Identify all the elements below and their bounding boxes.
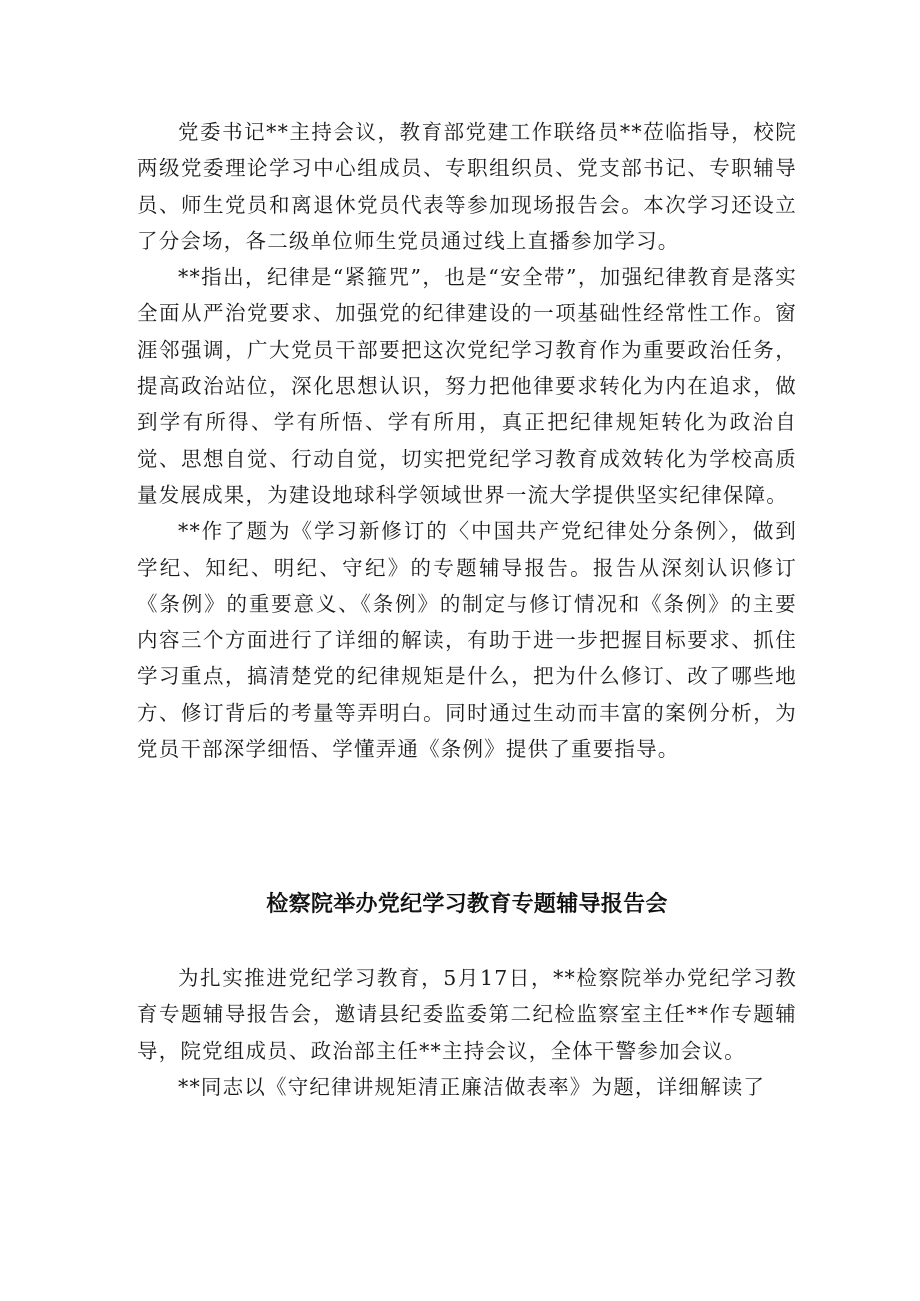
section-two-title: 检察院举办党纪学习教育专题辅导报告会 [266, 892, 668, 917]
section-two-body [137, 960, 797, 1105]
section-one-body [137, 114, 797, 767]
paragraph-procuratorate-meeting: 为扎实推进党纪学习教育，5月17日，**检察院举办党纪学习教育专题辅导报告会，邀请县纪委监委第二纪检监察室主任**作专题辅导，院党组成员、政治部主任**主持会议，全体干警参加会议。 [137, 966, 797, 1063]
paragraph-speaker-topic: **同志以《守纪律讲规矩清正廉洁做表率》为题，详细解读了 [178, 1074, 766, 1099]
paragraph-meeting-attendees: 党委书记**主持会议，教育部党建工作联络员**莅临指导，校院两级党委理论学习中心组成员、专职组织员、党支部书记、专职辅导员、师生党员和离退休党员代表等参加现场报告会。本次学习还设立了分会场，各二级单位师生党员通过线上直播参加学习。 [137, 120, 797, 253]
paragraph-report-summary: **作了题为《学习新修订的〈中国共产党纪律处分条例〉，做到学纪、知纪、明纪、守纪》的专题辅导报告。报告从深刻认识修订《条例》的重要意义、《条例》的制定与修订情况和《条例》的主要内容三个方面进行了详细的解读，有助于进一步把握目标要求、抓住学习重点，搞清楚党的纪律规矩是什么，把为什么修订、改了哪些地方、修订背后的考量等弄明白。同时通过生动而丰富的案例分析，为党员干部深学细悟、学懂弄通《条例》提供了重要指导。 [137, 519, 797, 762]
paragraph-discipline-remarks: **指出，纪律是“紧箍咒”，也是“安全带”，加强纪律教育是落实全面从严治党要求、加强党的纪律建设的一项基础性经常性工作。窗涯邻强调，广大党员干部要把这次党纪学习教育作为重要政治任务，提高政治站位，深化思想认识，努力把他律要求转化为内在追求，做到学有所得、学有所悟、学有所用，真正把纪律规矩转化为政治自觉、思想自觉、行动自觉，切实把党纪学习教育成效转化为学校高质量发展成果，为建设地球科学领域世界一流大学提供坚实纪律保障。 [137, 265, 797, 507]
